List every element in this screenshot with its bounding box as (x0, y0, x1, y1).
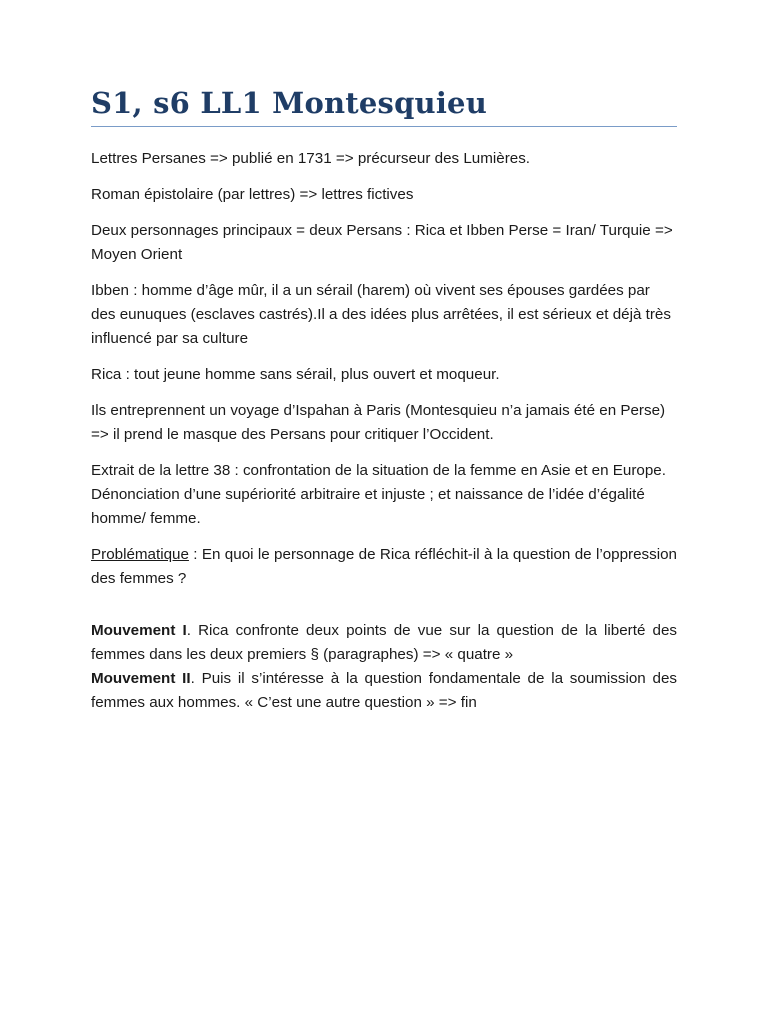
paragraph-lettres-persanes: Lettres Persanes => publié en 1731 => précurseur des Lumières. (91, 150, 531, 167)
problematique-text: : En quoi le personnage de Rica réfléchit-il à la question de l’oppression des femmes ? (91, 546, 677, 587)
movement-two-label: Mouvement II (91, 670, 191, 687)
movement-one-label: Mouvement I (91, 622, 187, 639)
movement-two-text: . Puis il s’intéresse à la question fondamentale de la soumission des femmes aux hommes. « C’est une autre question » => fin (91, 670, 677, 711)
movement-one (91, 619, 677, 667)
paragraph-personnages: Deux personnages principaux = deux Persans : Rica et Ibben Perse = Iran/ Turquie => Moyen Orient (91, 222, 673, 263)
paragraph-voyage: Ils entreprennent un voyage d’Ispahan à Paris (Montesquieu n’a jamais été en Perse) => il prend le masque des Persans pour critiquer l’Occident. (91, 402, 666, 443)
paragraph-extrait: Extrait de la lettre 38 : confrontation de la situation de la femme en Asie et en Europe. Dénonciation d’une supériorité arbitraire et injuste ; et naissance de l’idée d’égalité homme/ femme. (91, 462, 666, 527)
movement-two (91, 667, 677, 715)
spacer (91, 603, 677, 619)
document-page (91, 84, 677, 715)
paragraph-roman-epistolaire: Roman épistolaire (par lettres) => lettres fictives (91, 186, 414, 203)
paragraph-rica: Rica : tout jeune homme sans sérail, plus ouvert et moqueur. (91, 366, 500, 383)
paragraph-ibben: Ibben : homme d’âge mûr, il a un sérail (harem) où vivent ses épouses gardées par des eunuques (esclaves castrés).Il a des idées plus arrêtées, il est sérieux et déjà très influencé par sa culture (91, 282, 671, 347)
movement-one-text: . Rica confronte deux points de vue sur la question de la liberté des femmes dans les deux premiers § (paragraphes) => « quatre » (91, 622, 677, 663)
title-underline (91, 126, 677, 127)
problematique-paragraph (91, 543, 677, 591)
problematique-label: Problématique (91, 546, 189, 563)
document-title: S1, s6 LL1 Montesquieu (91, 86, 487, 120)
